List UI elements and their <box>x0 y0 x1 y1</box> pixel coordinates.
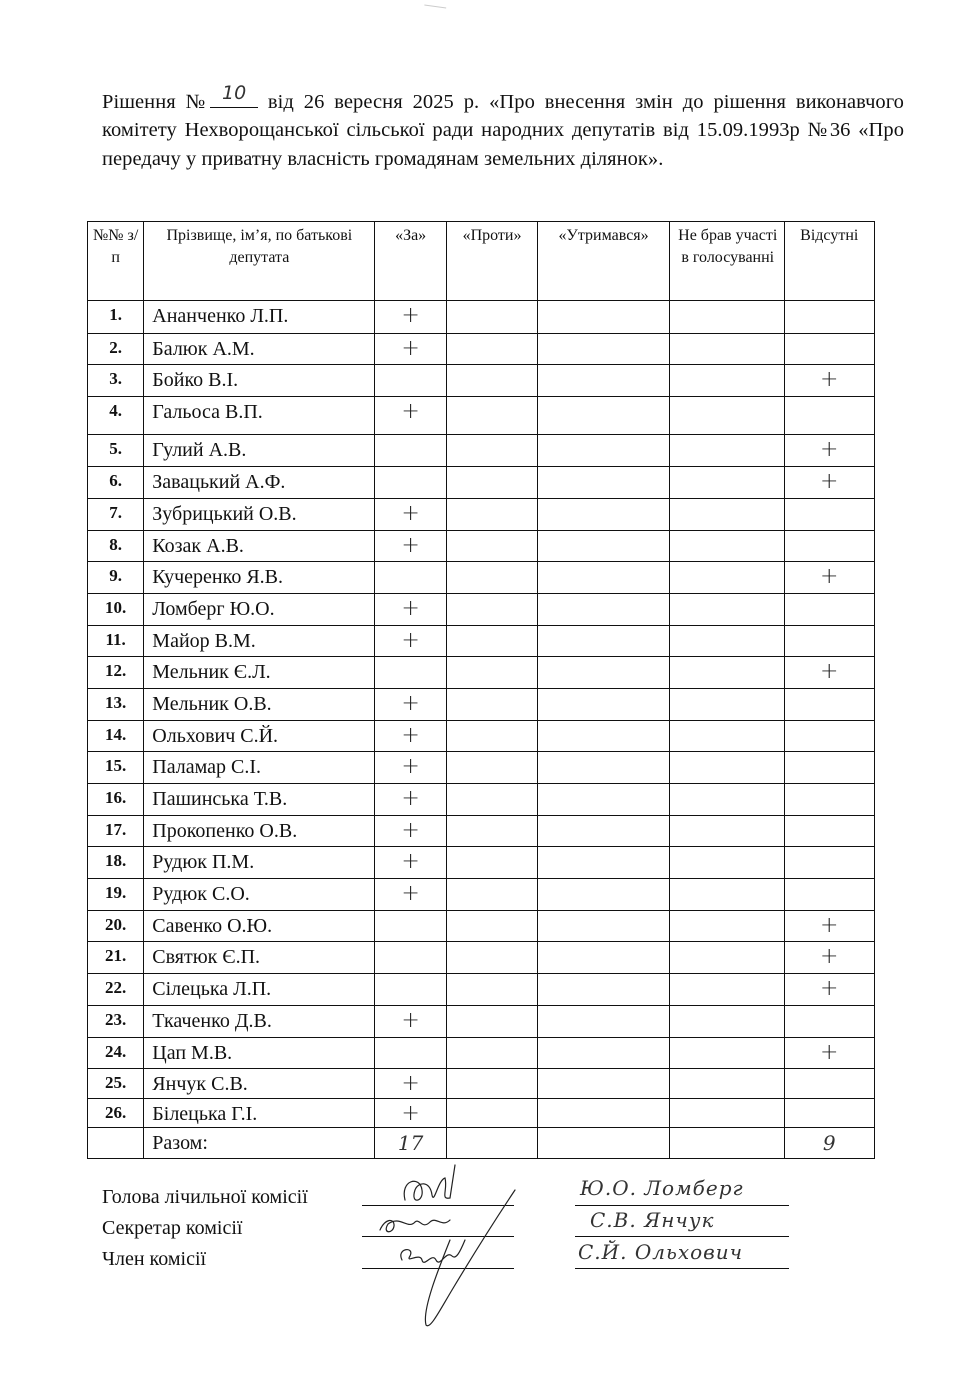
vote-abstained-cell <box>538 467 670 499</box>
vote-not-voted-cell <box>669 1006 784 1038</box>
deputy-name: Янчук С.В. <box>144 1069 375 1099</box>
handwritten-name-chair: Ю.О. Ломберг <box>580 1176 744 1200</box>
table-row <box>88 911 875 942</box>
vote-absent-cell <box>784 499 875 531</box>
vote-for-cell: + <box>375 784 446 816</box>
deputy-name: Святюк Є.П. <box>144 942 375 974</box>
vote-abstained-cell <box>538 397 670 435</box>
vote-against-cell <box>446 594 537 626</box>
vote-against-cell <box>446 752 537 784</box>
total-number-cell <box>88 1128 144 1159</box>
table-row <box>88 752 875 784</box>
vote-not-voted-cell <box>669 334 784 365</box>
vote-against-cell <box>446 942 537 974</box>
table-row <box>88 626 875 657</box>
vote-for-cell: + <box>375 847 446 879</box>
signature-role-chair: Голова лічильної комісії <box>102 1186 308 1208</box>
vote-not-voted-cell <box>669 1038 784 1069</box>
table-row <box>88 301 875 334</box>
signature-role-member: Член комісії <box>102 1248 207 1270</box>
table-row <box>88 334 875 365</box>
row-number: 17. <box>88 816 144 847</box>
total-row <box>88 1128 875 1159</box>
vote-against-cell <box>446 879 537 911</box>
table-header-row <box>88 222 875 301</box>
vote-not-voted-cell <box>669 301 784 334</box>
table-row <box>88 397 875 435</box>
table-row <box>88 1038 875 1069</box>
signature-chair <box>404 1165 455 1200</box>
vote-not-voted-cell <box>669 721 784 752</box>
deputy-name: Прокопенко О.В. <box>144 816 375 847</box>
deputy-name: Савенко О.Ю. <box>144 911 375 942</box>
scan-artifact <box>424 4 446 12</box>
vote-abstained-cell <box>538 562 670 594</box>
vote-not-voted-cell <box>669 562 784 594</box>
vote-for-cell: + <box>375 752 446 784</box>
vote-abstained-cell <box>538 334 670 365</box>
vote-absent-cell: + <box>784 657 875 689</box>
vote-for-cell: + <box>375 1069 446 1099</box>
vote-absent-cell <box>784 301 875 334</box>
signature-member <box>401 1240 465 1262</box>
row-number: 6. <box>88 467 144 499</box>
vote-against-cell <box>446 1006 537 1038</box>
vote-absent-cell <box>784 721 875 752</box>
vote-abstained-cell <box>538 942 670 974</box>
decision-number: 10 <box>221 81 247 104</box>
signature-block <box>102 1182 308 1275</box>
vote-against-cell <box>446 816 537 847</box>
vote-not-voted-cell <box>669 365 784 397</box>
table-row <box>88 689 875 721</box>
vote-not-voted-cell <box>669 689 784 721</box>
vote-for-cell <box>375 657 446 689</box>
row-number: 12. <box>88 657 144 689</box>
deputy-name: Пашинська Т.В. <box>144 784 375 816</box>
vote-not-voted-cell <box>669 531 784 562</box>
vote-absent-cell <box>784 847 875 879</box>
vote-abstained-cell <box>538 1038 670 1069</box>
vote-abstained-cell <box>538 816 670 847</box>
vote-abstained-cell <box>538 784 670 816</box>
vote-abstained-cell <box>538 1099 670 1128</box>
voting-table <box>87 221 875 1159</box>
row-number: 9. <box>88 562 144 594</box>
row-number: 24. <box>88 1038 144 1069</box>
table-row <box>88 657 875 689</box>
vote-abstained-cell <box>538 752 670 784</box>
vote-against-cell <box>446 1038 537 1069</box>
table-row <box>88 531 875 562</box>
vote-for-cell <box>375 435 446 467</box>
vote-against-cell <box>446 467 537 499</box>
row-number: 15. <box>88 752 144 784</box>
total-label: Разом: <box>144 1128 375 1159</box>
row-number: 8. <box>88 531 144 562</box>
handwritten-name-secretary: С.В. Янчук <box>590 1208 715 1232</box>
vote-absent-cell: + <box>784 435 875 467</box>
total-vote-abstained <box>538 1128 670 1159</box>
vote-not-voted-cell <box>669 499 784 531</box>
col-header-number: №№ з/п <box>88 222 144 301</box>
vote-abstained-cell <box>538 847 670 879</box>
deputy-name: Рудюк П.М. <box>144 847 375 879</box>
vote-absent-cell <box>784 334 875 365</box>
vote-absent-cell: + <box>784 467 875 499</box>
table-row <box>88 467 875 499</box>
vote-for-cell: + <box>375 531 446 562</box>
name-line-member <box>575 1268 789 1269</box>
row-number: 16. <box>88 784 144 816</box>
vote-abstained-cell <box>538 974 670 1006</box>
vote-against-cell <box>446 365 537 397</box>
handwritten-name-member: С.Й. Ольхович <box>578 1240 744 1264</box>
vote-against-cell <box>446 1099 537 1128</box>
col-header-name: Прізвище, ім’я, по батькові депутата <box>144 222 375 301</box>
vote-abstained-cell <box>538 657 670 689</box>
decision-number-field <box>210 81 258 108</box>
row-number: 22. <box>88 974 144 1006</box>
vote-for-cell: + <box>375 1099 446 1128</box>
deputy-name: Цап М.В. <box>144 1038 375 1069</box>
vote-against-cell <box>446 562 537 594</box>
row-number: 4. <box>88 397 144 435</box>
vote-not-voted-cell <box>669 435 784 467</box>
col-header-against: «Проти» <box>446 222 537 301</box>
table-row <box>88 435 875 467</box>
vote-absent-cell <box>784 752 875 784</box>
row-number: 19. <box>88 879 144 911</box>
vote-against-cell <box>446 784 537 816</box>
vote-absent-cell <box>784 397 875 435</box>
table-row <box>88 1006 875 1038</box>
deputy-name: Гулий А.В. <box>144 435 375 467</box>
deputy-name: Майор В.М. <box>144 626 375 657</box>
deputy-name: Білецька Г.І. <box>144 1099 375 1128</box>
vote-abstained-cell <box>538 1006 670 1038</box>
vote-for-cell <box>375 365 446 397</box>
vote-abstained-cell <box>538 365 670 397</box>
table-row <box>88 942 875 974</box>
vote-not-voted-cell <box>669 974 784 1006</box>
vote-absent-cell <box>784 626 875 657</box>
table-row <box>88 499 875 531</box>
vote-absent-cell: + <box>784 1038 875 1069</box>
vote-absent-cell: + <box>784 942 875 974</box>
vote-against-cell <box>446 301 537 334</box>
vote-against-cell <box>446 531 537 562</box>
row-number: 2. <box>88 334 144 365</box>
deputy-name: Сілецька Л.П. <box>144 974 375 1006</box>
row-number: 1. <box>88 301 144 334</box>
vote-against-cell <box>446 499 537 531</box>
vote-against-cell <box>446 847 537 879</box>
vote-abstained-cell <box>538 301 670 334</box>
vote-against-cell <box>446 626 537 657</box>
vote-abstained-cell <box>538 911 670 942</box>
vote-absent-cell: + <box>784 562 875 594</box>
vote-for-cell: + <box>375 721 446 752</box>
vote-absent-cell: + <box>784 974 875 1006</box>
row-number: 7. <box>88 499 144 531</box>
deputy-name: Гальоса В.П. <box>144 397 375 435</box>
vote-for-cell: + <box>375 499 446 531</box>
deputy-name: Бойко В.І. <box>144 365 375 397</box>
table-row <box>88 1069 875 1099</box>
name-line-chair <box>575 1205 789 1206</box>
deputy-name: Ломберг Ю.О. <box>144 594 375 626</box>
vote-against-cell <box>446 689 537 721</box>
deputy-name: Ткаченко Д.В. <box>144 1006 375 1038</box>
col-header-not-voted: Не брав участі в голосуванні <box>669 222 784 301</box>
table-row <box>88 1099 875 1128</box>
vote-absent-cell <box>784 594 875 626</box>
vote-against-cell <box>446 435 537 467</box>
vote-against-cell <box>446 1069 537 1099</box>
row-number: 3. <box>88 365 144 397</box>
vote-for-cell: + <box>375 689 446 721</box>
vote-abstained-cell <box>538 879 670 911</box>
vote-not-voted-cell <box>669 467 784 499</box>
vote-against-cell <box>446 721 537 752</box>
vote-absent-cell: + <box>784 911 875 942</box>
vote-not-voted-cell <box>669 879 784 911</box>
table-row <box>88 594 875 626</box>
deputy-name: Завацький А.Ф. <box>144 467 375 499</box>
col-header-for: «За» <box>375 222 446 301</box>
deputy-name: Зубрицький О.В. <box>144 499 375 531</box>
deputy-name: Ольхович С.Й. <box>144 721 375 752</box>
total-vote-for: 17 <box>375 1128 446 1159</box>
vote-not-voted-cell <box>669 657 784 689</box>
vote-for-cell <box>375 1038 446 1069</box>
deputy-name: Балюк А.М. <box>144 334 375 365</box>
vote-for-cell: + <box>375 334 446 365</box>
vote-not-voted-cell <box>669 1099 784 1128</box>
row-number: 21. <box>88 942 144 974</box>
vote-absent-cell <box>784 1099 875 1128</box>
table-body <box>88 301 875 1159</box>
vote-not-voted-cell <box>669 594 784 626</box>
signature-role-secretary: Секретар комісії <box>102 1217 243 1239</box>
deputy-name: Козак А.В. <box>144 531 375 562</box>
table-row <box>88 784 875 816</box>
row-number: 18. <box>88 847 144 879</box>
vote-abstained-cell <box>538 1069 670 1099</box>
vote-for-cell <box>375 974 446 1006</box>
vote-abstained-cell <box>538 689 670 721</box>
vote-absent-cell <box>784 784 875 816</box>
vote-against-cell <box>446 911 537 942</box>
row-number: 26. <box>88 1099 144 1128</box>
row-number: 23. <box>88 1006 144 1038</box>
deputy-name: Мельник О.В. <box>144 689 375 721</box>
vote-for-cell <box>375 467 446 499</box>
table-row <box>88 562 875 594</box>
heading-prefix: Рішення № <box>102 90 210 113</box>
total-vote-against <box>446 1128 537 1159</box>
vote-for-cell: + <box>375 594 446 626</box>
vote-not-voted-cell <box>669 911 784 942</box>
vote-not-voted-cell <box>669 784 784 816</box>
row-number: 5. <box>88 435 144 467</box>
decision-heading <box>102 81 904 174</box>
vote-for-cell: + <box>375 1006 446 1038</box>
col-header-abstained: «Утримався» <box>538 222 670 301</box>
vote-abstained-cell <box>538 594 670 626</box>
vote-not-voted-cell <box>669 816 784 847</box>
vote-for-cell: + <box>375 879 446 911</box>
table-row <box>88 721 875 752</box>
vote-for-cell: + <box>375 626 446 657</box>
vote-against-cell <box>446 334 537 365</box>
vote-absent-cell <box>784 689 875 721</box>
vote-abstained-cell <box>538 626 670 657</box>
deputy-name: Ананченко Л.П. <box>144 301 375 334</box>
vote-not-voted-cell <box>669 1069 784 1099</box>
vote-not-voted-cell <box>669 626 784 657</box>
total-vote-not-voted <box>669 1128 784 1159</box>
vote-abstained-cell <box>538 531 670 562</box>
table-row <box>88 974 875 1006</box>
table-row <box>88 879 875 911</box>
vote-absent-cell <box>784 816 875 847</box>
deputy-name: Рудюк С.О. <box>144 879 375 911</box>
table-row <box>88 365 875 397</box>
vote-against-cell <box>446 974 537 1006</box>
table-row <box>88 816 875 847</box>
vote-not-voted-cell <box>669 942 784 974</box>
signature-stroke-long <box>425 1190 515 1326</box>
vote-abstained-cell <box>538 499 670 531</box>
deputy-name: Паламар С.І. <box>144 752 375 784</box>
row-number: 11. <box>88 626 144 657</box>
vote-against-cell <box>446 657 537 689</box>
signature-scribbles <box>360 1160 530 1335</box>
vote-not-voted-cell <box>669 847 784 879</box>
name-line-secretary <box>575 1236 789 1237</box>
vote-absent-cell <box>784 1006 875 1038</box>
vote-not-voted-cell <box>669 752 784 784</box>
vote-not-voted-cell <box>669 397 784 435</box>
vote-for-cell <box>375 942 446 974</box>
vote-for-cell <box>375 562 446 594</box>
total-vote-absent: 9 <box>784 1128 875 1159</box>
row-number: 20. <box>88 911 144 942</box>
vote-absent-cell: + <box>784 365 875 397</box>
row-number: 10. <box>88 594 144 626</box>
deputy-name: Кучеренко Я.В. <box>144 562 375 594</box>
vote-absent-cell <box>784 531 875 562</box>
row-number: 13. <box>88 689 144 721</box>
table-row <box>88 847 875 879</box>
row-number: 25. <box>88 1069 144 1099</box>
col-header-absent: Відсутні <box>784 222 875 301</box>
vote-absent-cell <box>784 879 875 911</box>
vote-for-cell: + <box>375 301 446 334</box>
vote-for-cell: + <box>375 816 446 847</box>
vote-against-cell <box>446 397 537 435</box>
row-number: 14. <box>88 721 144 752</box>
heading-text: від 26 вересня 2025 р. «Про внесення змін до рішення виконавчого комітету Нехворощанської сільської ради народних депутатів від 15.09.1993р №36 «Про передачу у приватну власність громадянам земельних ділянок». <box>102 90 904 170</box>
vote-for-cell: + <box>375 397 446 435</box>
signature-secretary <box>380 1220 450 1232</box>
deputy-name: Мельник Є.Л. <box>144 657 375 689</box>
vote-abstained-cell <box>538 435 670 467</box>
vote-abstained-cell <box>538 721 670 752</box>
vote-absent-cell <box>784 1069 875 1099</box>
vote-for-cell <box>375 911 446 942</box>
